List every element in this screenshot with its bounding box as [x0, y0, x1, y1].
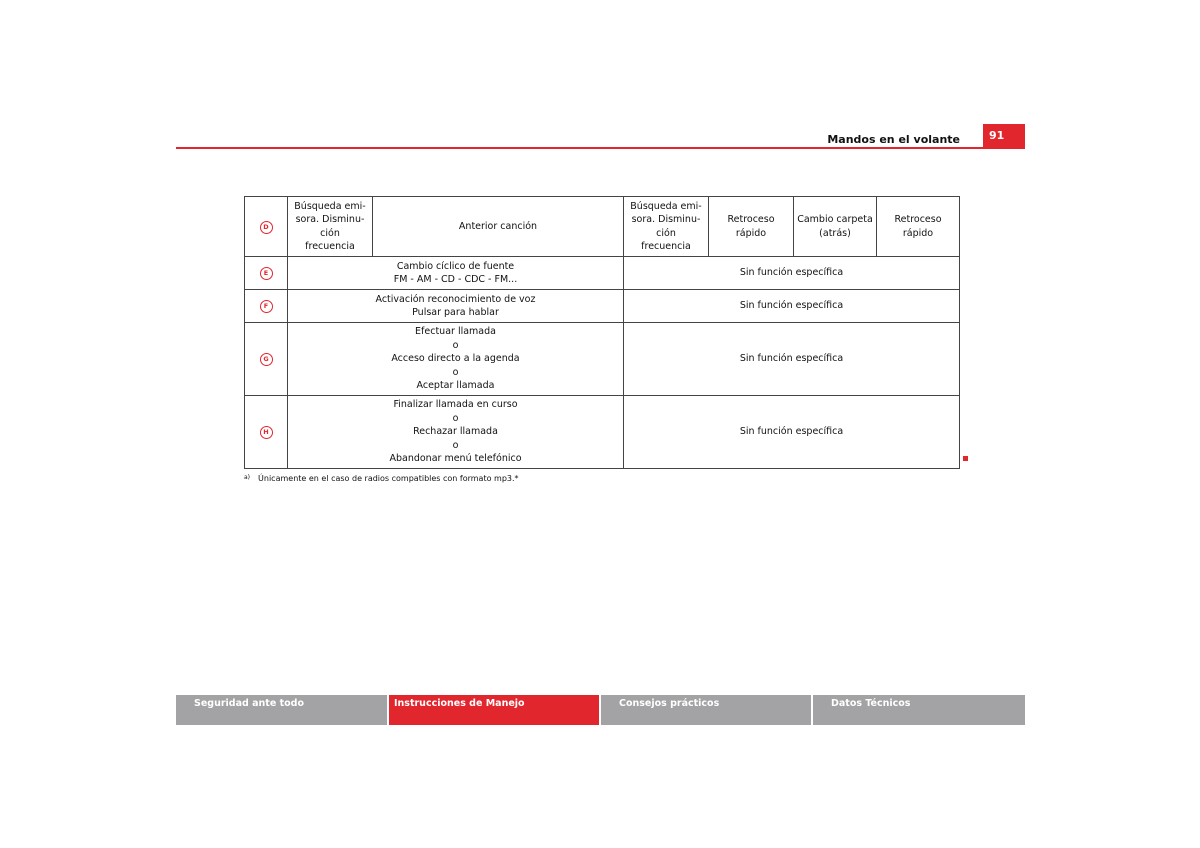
table-row: [245, 396, 960, 469]
cell-line: Sin función específica: [739, 267, 844, 279]
cell-line: Pulsar para hablar: [412, 307, 499, 318]
tab-seguridad[interactable]: Seguridad ante todo: [176, 695, 387, 725]
footnote-text: Únicamente en el caso de radios compatibles con formato mp3.*: [258, 474, 519, 483]
key-cell: [245, 323, 288, 396]
cell-line: ción: [656, 227, 676, 239]
cell-line: (atrás): [819, 227, 851, 239]
cell-line: Búsqueda emi-: [294, 200, 366, 212]
cell-line: Sin función específica: [739, 300, 844, 312]
table-cell: [624, 323, 960, 396]
table-cell: [288, 197, 373, 257]
cell-line: frecuencia: [641, 241, 691, 252]
table-cell: [624, 257, 960, 290]
cell-line: o: [452, 439, 459, 451]
key-badge-e: E: [260, 267, 273, 280]
section-end-marker: [963, 456, 968, 461]
steering-controls-table: [244, 196, 960, 469]
key-badge-d: D: [260, 221, 273, 234]
table-cell: [624, 197, 709, 257]
key-badge-h: H: [260, 426, 273, 439]
cell-line: ción: [320, 227, 340, 239]
tab-instrucciones[interactable]: Instrucciones de Manejo: [389, 695, 599, 725]
cell-line: Aceptar llamada: [416, 380, 495, 392]
header-rule: [176, 147, 1025, 149]
cell-line: Sin función específica: [739, 426, 844, 438]
table-cell: [288, 323, 624, 396]
cell-line: Rechazar llamada: [413, 426, 498, 438]
cell-line: Retroceso rápido: [727, 214, 775, 239]
key-badge-g: G: [260, 353, 273, 366]
table-row: [245, 290, 960, 323]
table-cell: [877, 197, 960, 257]
table-row: [245, 257, 960, 290]
table-row: [245, 197, 960, 257]
key-cell: [245, 396, 288, 469]
table-row: [245, 323, 960, 396]
tab-consejos[interactable]: Consejos prácticos: [601, 695, 811, 725]
cell-line: Finalizar llamada en curso: [393, 399, 518, 411]
cell-line: o: [452, 366, 459, 378]
table-cell: [709, 197, 794, 257]
footnote-marker: a): [244, 474, 251, 481]
table-cell: [288, 396, 624, 469]
key-badge-f: F: [260, 300, 273, 313]
cell-line: Acceso directo a la agenda: [391, 353, 520, 365]
section-title: Mandos en el volante: [827, 133, 960, 146]
cell-line: Cambio carpeta: [797, 214, 873, 225]
cell-line: o: [452, 339, 459, 351]
key-cell: [245, 197, 288, 257]
cell-line: sora. Disminu-: [295, 214, 365, 225]
table-cell: [373, 197, 624, 257]
cell-line: FM - AM - CD - CDC - FM...: [393, 274, 518, 285]
table-cell: [624, 396, 960, 469]
footnote: [244, 474, 519, 483]
table-cell: [288, 257, 624, 290]
cell-line: frecuencia: [305, 241, 355, 252]
cell-line: Búsqueda emi-: [630, 200, 702, 212]
cell-line: Activación reconocimiento de voz: [375, 293, 536, 305]
cell-line: Cambio cíclico de fuente: [396, 260, 515, 272]
cell-line: Anterior canción: [458, 220, 538, 232]
key-cell: [245, 257, 288, 290]
cell-line: o: [452, 412, 459, 424]
cell-line: Sin función específica: [739, 353, 844, 365]
cell-line: Retroceso rápido: [894, 214, 942, 239]
cell-line: Efectuar llamada: [415, 326, 496, 338]
table-cell: [624, 290, 960, 323]
chapter-tabs: [176, 695, 1025, 725]
key-cell: [245, 290, 288, 323]
tab-datos[interactable]: Datos Técnicos: [813, 695, 1025, 725]
table-cell: [794, 197, 877, 257]
cell-line: Abandonar menú telefónico: [389, 453, 522, 465]
cell-line: sora. Disminu-: [631, 214, 701, 225]
table-cell: [288, 290, 624, 323]
page-number: 91: [983, 124, 1025, 148]
